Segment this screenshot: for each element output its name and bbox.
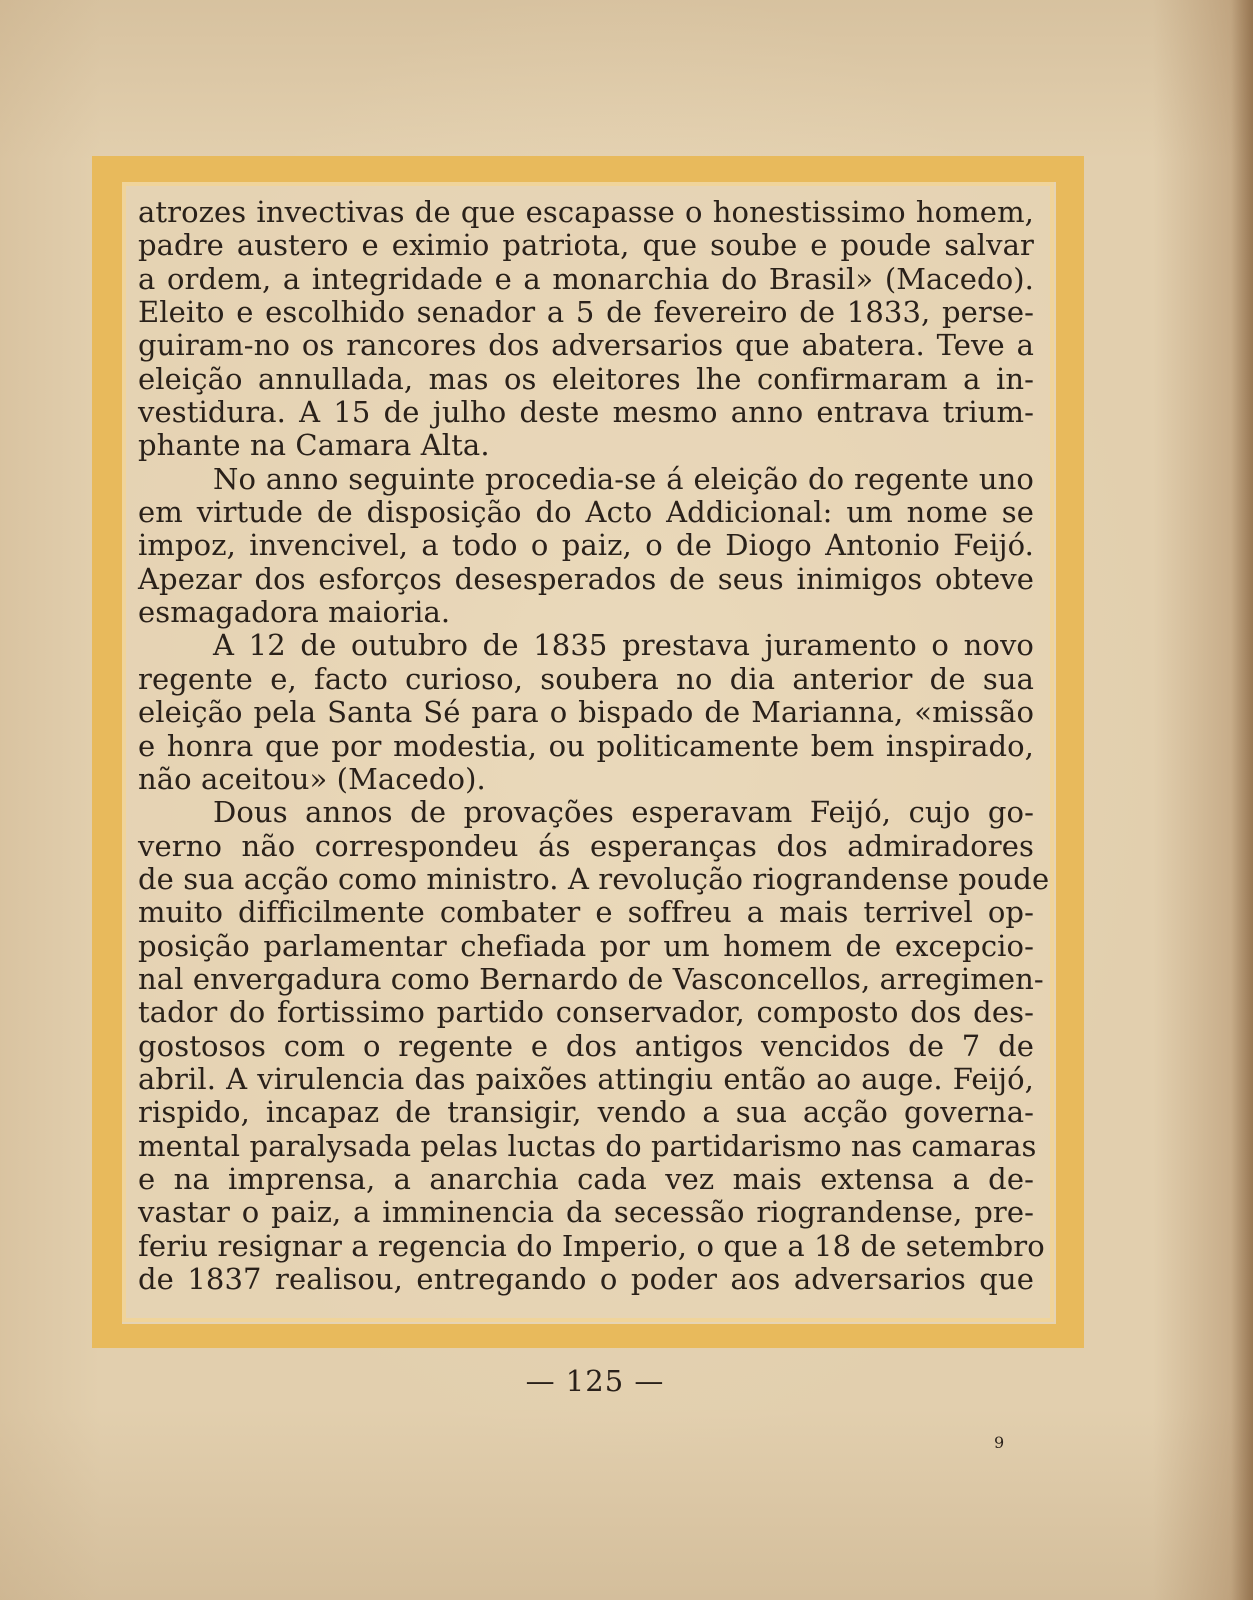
text-line: esmagadora maioria. bbox=[138, 595, 451, 630]
text-line: No anno seguinte procedia-se á eleição do regente uno bbox=[213, 461, 1034, 496]
page-number: — 125 — bbox=[525, 1364, 665, 1398]
text-line: de sua acção como ministro. A revolução riograndense poude bbox=[138, 861, 1050, 896]
text-line: impoz, invencivel, a todo o paiz, o de Diogo Antonio Feijó. bbox=[138, 528, 1034, 563]
text-line: eleição annullada, mas os eleitores lhe confirmaram a in- bbox=[138, 361, 1034, 396]
text-line: de 1837 realisou, entregando o poder aos adversarios que bbox=[138, 1262, 1034, 1296]
text-line: atrozes invectivas de que escapasse o honestissimo homem, bbox=[138, 195, 1034, 229]
page-edge-shadow bbox=[1231, 0, 1253, 1600]
text-line: gostosos com o regente e dos antigos vencidos de 7 de bbox=[138, 1028, 1034, 1063]
text-line: abril. A virulencia das paixões attingiu então ao auge. Feijó, bbox=[138, 1061, 1034, 1096]
text-line: guiram-no os rancores dos adversarios que abatera. Teve a bbox=[138, 328, 1034, 363]
text-line: rispido, incapaz de transigir, vendo a sua acção governa- bbox=[138, 1095, 1034, 1130]
text-line: mental paralysada pelas luctas do partidarismo nas camaras bbox=[138, 1128, 1037, 1163]
text-line: verno não correspondeu ás esperanças dos admiradores bbox=[138, 828, 1034, 863]
text-line: Eleito e escolhido senador a 5 de fevereiro de 1833, perse- bbox=[138, 295, 1034, 330]
text-line: posição parlamentar chefiada por um homem de excepcio- bbox=[138, 928, 1034, 963]
text-line: e na imprensa, a anarchia cada vez mais extensa a de- bbox=[138, 1161, 1034, 1196]
body-text bbox=[138, 195, 1050, 1296]
text-line: Apezar dos esforços desesperados de seus inimigos obteve bbox=[138, 561, 1034, 596]
text-line: Dous annos de provações esperavam Feijó, cujo go- bbox=[213, 795, 1034, 830]
text-line: muito difficilmente combater e soffreu a mais terrivel op- bbox=[138, 895, 1034, 930]
text-line: padre austero e eximio patriota, que soube e poude salvar bbox=[138, 228, 1034, 263]
text-line: vestidura. A 15 de julho deste mesmo anno entrava trium- bbox=[138, 395, 1034, 430]
text-line: regente e, facto curioso, soubera no dia anterior de sua bbox=[138, 661, 1034, 696]
text-line: em virtude de disposição do Acto Addicional: um nome se bbox=[138, 495, 1034, 530]
signature-mark: 9 bbox=[994, 1433, 1005, 1452]
text-line: phante na Camara Alta. bbox=[138, 428, 490, 463]
text-line: vastar o paiz, a imminencia da secessão riograndense, pre- bbox=[138, 1195, 1034, 1230]
text-line: não aceitou» (Macedo). bbox=[138, 761, 486, 796]
text-line: feriu resignar a regencia do Imperio, o que a 18 de setembro bbox=[138, 1228, 1045, 1263]
text-line: a ordem, a integridade e a monarchia do Brasil» (Macedo). bbox=[138, 261, 1034, 296]
text-line: tador do fortissimo partido conservador, composto dos des- bbox=[138, 995, 1034, 1030]
text-line: A 12 de outubro de 1835 prestava juramento o novo bbox=[213, 628, 1034, 663]
text-line: e honra que por modestia, ou politicamente bem inspirado, bbox=[138, 728, 1034, 763]
text-line: eleição pela Santa Sé para o bispado de Marianna, «missão bbox=[138, 695, 1034, 730]
text-line: nal envergadura como Bernardo de Vasconcellos, arregimen- bbox=[138, 961, 1044, 996]
